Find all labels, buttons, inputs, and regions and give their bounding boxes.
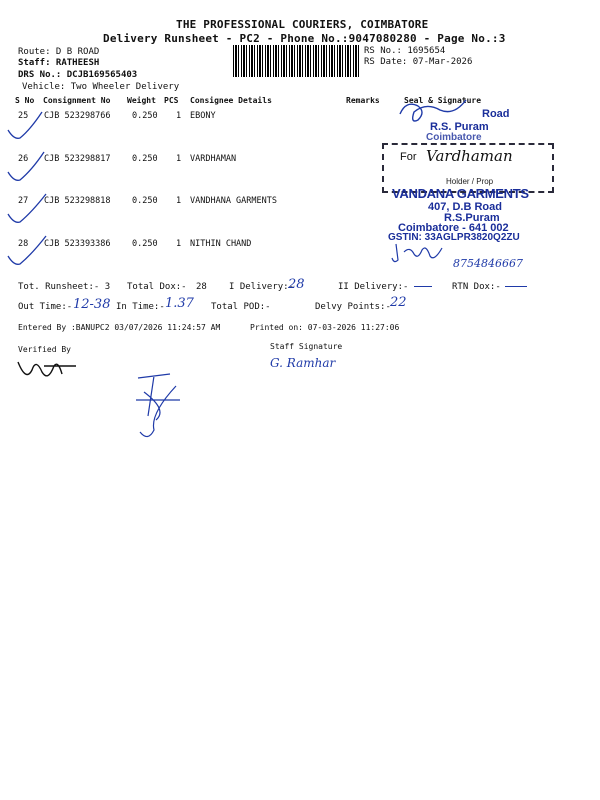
table-row [18, 196, 358, 210]
rtn-dox-dash [505, 286, 527, 287]
row-weight: 0.250 [132, 111, 158, 121]
checkmark-icon [8, 236, 46, 264]
ii-delivery-label: II Delivery:- [338, 282, 409, 292]
rs-date: RS Date: 07-Mar-2026 [364, 57, 473, 67]
col-sno: S No [15, 96, 35, 105]
row-weight: 0.250 [132, 239, 158, 249]
delvy-points-value: 22 [390, 295, 407, 310]
row-consignment: CJB 523298766 [44, 111, 111, 121]
table-row [18, 239, 358, 253]
checkmark-icon [8, 152, 44, 180]
checkmark-icon [8, 112, 42, 138]
printed-on: Printed on: 07-03-2026 11:27:06 [250, 323, 400, 332]
row-consignee: EBONY [190, 111, 216, 121]
col-remarks: Remarks [346, 96, 380, 105]
i-delivery-value: 28 [288, 277, 305, 292]
total-dox-value: 28 [196, 282, 207, 292]
staff-signature-label: Staff Signature [270, 342, 343, 351]
row-consignee: NITHIN CHAND [190, 239, 252, 249]
checkmark-icon [8, 194, 46, 222]
table-row [18, 154, 358, 168]
row-consignee: VARDHAMAN [190, 154, 237, 164]
row-consignment: CJB 523298817 [44, 154, 111, 164]
verified-by-label: Verified By [18, 345, 71, 354]
staff-label: Staff: RATHEESH [18, 58, 100, 68]
in-time-value: 1.37 [165, 296, 194, 311]
entered-by: Entered By :BANUPC2 03/07/2026 11:24:57 AM [18, 323, 221, 332]
table-row [18, 111, 358, 125]
initials-signature-icon [128, 370, 188, 444]
i-delivery-label: I Delivery:- [229, 282, 295, 292]
row-sno: 26 [18, 154, 29, 164]
phone-number: 8754846667 [453, 257, 523, 270]
row-pcs: 1 [176, 154, 182, 164]
total-dox-label: Total Dox:- [127, 282, 187, 292]
row-pcs: 1 [176, 239, 182, 249]
col-pcs: PCS [164, 96, 179, 105]
row-sno: 27 [18, 196, 29, 206]
nithin-signature-icon [390, 240, 450, 266]
staff-signature-text: G. Ramhar [270, 356, 336, 370]
ii-delivery-dash [414, 286, 432, 287]
in-time-label: In Time:- [116, 302, 165, 312]
row-sno: 25 [18, 111, 29, 121]
rs-number: RS No.: 1695654 [364, 46, 446, 56]
tot-runsheet: Tot. Runsheet:- 3 [18, 282, 111, 292]
tick-marks [0, 100, 60, 270]
out-time-value: 12-38 [73, 297, 111, 312]
drs-label: DRS No.: DCJB169565403 [18, 70, 138, 80]
col-consignee: Consignee Details [190, 96, 272, 105]
row-consignment: CJB 523298818 [44, 196, 111, 206]
vehicle-label: Vehicle: Two Wheeler Delivery [22, 82, 180, 92]
vardhaman-stamp: For Vardhaman Holder / Prop [382, 143, 554, 193]
barcode [233, 45, 360, 77]
col-weight: Weight [127, 96, 156, 105]
vandana-stamp: VANDANA GARMENTS 407, D.B Road R.S.Puram Coimbatore - 641 002 GSTIN: 33AGLPR3820Q2ZU [388, 186, 529, 243]
company-title: THE PROFESSIONAL COURIERS, COIMBATORE [176, 18, 429, 31]
row-weight: 0.250 [132, 196, 158, 206]
col-seal-signature: Seal & Signature [404, 96, 482, 105]
route-label: Route: D B ROAD [18, 47, 100, 57]
row-consignment: CJB 523393386 [44, 239, 111, 249]
verified-signature-icon [14, 352, 84, 386]
ebony-stamp: Road R.S. Puram Coimbatore [386, 96, 556, 140]
row-consignee: VANDHANA GARMENTS [190, 196, 277, 206]
col-consignment: Consignment No [43, 96, 111, 105]
total-pod-label: Total POD:- [211, 302, 271, 312]
runsheet-subtitle: Delivery Runsheet - PC2 - Phone No.:9047080280 - Page No.:3 [103, 32, 506, 45]
row-sno: 28 [18, 239, 29, 249]
row-pcs: 1 [176, 196, 182, 206]
delvy-points-label: Delvy Points:- [315, 302, 391, 312]
row-weight: 0.250 [132, 154, 158, 164]
row-pcs: 1 [176, 111, 182, 121]
rtn-dox-label: RTN Dox:- [452, 282, 501, 292]
out-time-label: Out Time:- [18, 302, 73, 312]
